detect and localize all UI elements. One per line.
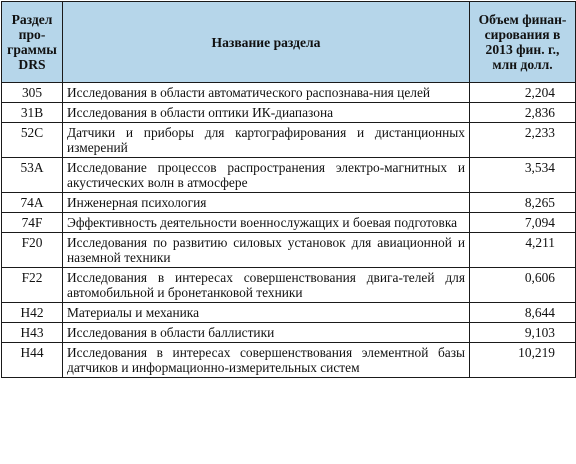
program-code-cell: H43 [2,323,63,343]
program-code-cell: 305 [2,83,63,103]
table-row [2,103,576,123]
header-program-section-line: про- [18,27,46,42]
funding-amount-cell: 10,219 [470,343,576,378]
table-row [2,193,576,213]
header-funding-amount [470,2,576,83]
program-code-cell: 74A [2,193,63,213]
table-row [2,268,576,303]
section-name-cell: Исследования по развитию силовых установок для авиационной и наземной техники [63,233,470,268]
section-name-cell: Исследования в области оптики ИК-диапазона [63,103,470,123]
funding-amount-cell: 2,233 [470,123,576,158]
funding-amount-cell: 2,204 [470,83,576,103]
table-row [2,343,576,378]
funding-amount-cell: 3,534 [470,158,576,193]
table-header-row [2,2,576,83]
program-code-cell: H42 [2,303,63,323]
table-row [2,158,576,193]
section-name-cell: Исследования в интересах совершенствования элементной базы датчиков и информационно-измерительных систем [63,343,470,378]
section-name-cell: Инженерная психология [63,193,470,213]
header-program-section-line: граммы [7,42,57,57]
table-row [2,213,576,233]
table-row [2,233,576,268]
header-section-name [63,2,470,83]
program-code-cell: 52C [2,123,63,158]
program-code-cell: 31B [2,103,63,123]
table-row [2,303,576,323]
funding-amount-cell: 0,606 [470,268,576,303]
header-program-section [2,2,63,83]
section-name-cell: Датчики и приборы для картографирования и дистанционных измерений [63,123,470,158]
table-row [2,123,576,158]
header-funding-amount-line: млн долл. [492,57,553,72]
funding-amount-cell: 8,644 [470,303,576,323]
header-program-section-line: DRS [18,57,46,72]
program-code-cell: 53A [2,158,63,193]
section-name-cell: Материалы и механика [63,303,470,323]
header-funding-amount-line: сирования в [484,27,561,42]
program-code-cell: H44 [2,343,63,378]
program-code-cell: F20 [2,233,63,268]
header-program-section-line: Раздел [11,12,53,27]
program-code-cell: 74F [2,213,63,233]
section-name-cell: Исследования в интересах совершенствования двига-телей для автомобильной и бронетанковой техники [63,268,470,303]
section-name-cell: Исследование процессов распространения электро-магнитных и акустических волн в атмосфере [63,158,470,193]
funding-amount-cell: 9,103 [470,323,576,343]
funding-amount-cell: 8,265 [470,193,576,213]
program-code-cell: F22 [2,268,63,303]
header-funding-amount-line: 2013 фин. г., [485,42,560,57]
header-funding-amount-line: Объем финан- [478,12,567,27]
section-name-cell: Исследования в области баллистики [63,323,470,343]
header-section-name-text: Название раздела [211,34,321,50]
table-row [2,83,576,103]
drs-program-table [1,1,576,378]
section-name-cell: Эффективность деятельности военнослужащих и боевая подготовка [63,213,470,233]
table-row [2,323,576,343]
funding-amount-cell: 7,094 [470,213,576,233]
section-name-cell: Исследования в области автоматического распознава-ния целей [63,83,470,103]
funding-amount-cell: 2,836 [470,103,576,123]
funding-amount-cell: 4,211 [470,233,576,268]
